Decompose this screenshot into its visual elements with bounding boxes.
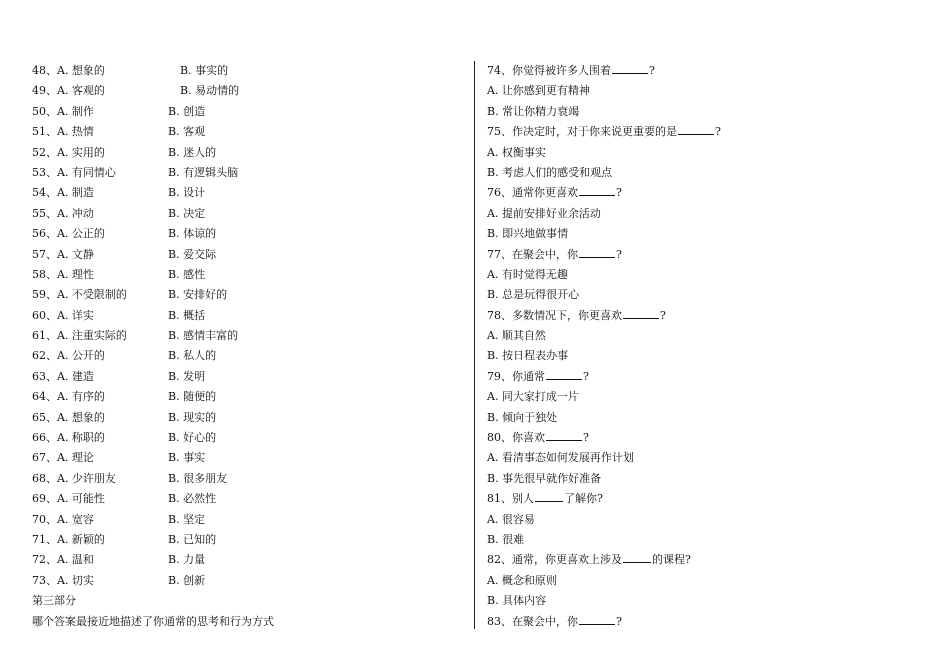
option-b: B. 即兴地做事情 — [487, 227, 569, 241]
option-a: 69、A. 可能性 — [32, 492, 105, 506]
option-b: B. 好心的 — [168, 431, 217, 445]
column-divider — [474, 61, 475, 629]
item-59 — [32, 285, 462, 305]
question-suffix: ? — [616, 247, 622, 261]
question-75 — [487, 122, 927, 142]
question-suffix: 的课程? — [652, 553, 691, 567]
option-b: B. 考虑人们的感受和观点 — [487, 165, 613, 179]
option-b: B. 体谅的 — [168, 227, 217, 241]
item-51 — [32, 122, 462, 142]
option-a: 67、A. 理论 — [32, 451, 94, 465]
item-62 — [32, 346, 462, 366]
question-text: 83、在聚会中，你 — [487, 614, 578, 628]
item-60 — [32, 306, 462, 326]
question-suffix: ? — [715, 125, 721, 139]
option-a: 58、A. 理性 — [32, 267, 94, 281]
option-a: 65、A. 想象的 — [32, 410, 105, 424]
answer-blank — [546, 429, 582, 441]
item-52 — [32, 143, 462, 163]
item-64 — [32, 387, 462, 407]
question-text: 80、你喜欢 — [487, 431, 545, 445]
question-suffix: ? — [660, 308, 666, 322]
item-67 — [32, 448, 462, 468]
option-b: B. 私人的 — [168, 349, 217, 363]
option-b: B. 创新 — [168, 573, 206, 587]
question-text: 75、作决定时，对于你来说更重要的是 — [487, 125, 677, 139]
item-71 — [32, 530, 462, 550]
answer-blank — [579, 246, 615, 258]
option-b: B. 总是玩得很开心 — [487, 288, 580, 302]
item-49 — [32, 81, 462, 101]
option-a: A. 顺其自然 — [487, 329, 546, 343]
option-a: A. 看清事态如何发展再作计划 — [487, 451, 634, 465]
option-a: 49、A. 客观的 — [32, 84, 105, 98]
item-72 — [32, 550, 462, 570]
option-a: 63、A. 建造 — [32, 369, 94, 383]
item-57 — [32, 245, 462, 265]
question-text: 82、通常，你更喜欢上涉及 — [487, 553, 622, 567]
right-column — [487, 61, 927, 632]
option-b: B. 易动情的 — [180, 84, 240, 98]
option-b: B. 已知的 — [168, 532, 217, 546]
option-a: 60、A. 详实 — [32, 308, 94, 322]
option-b: B. 发明 — [168, 369, 206, 383]
question-text: 78、多数情况下，你更喜欢 — [487, 308, 622, 322]
option-a: A. 提前安排好业余活动 — [487, 206, 601, 220]
item-65 — [32, 408, 462, 428]
item-68 — [32, 469, 462, 489]
option-b: B. 事先很早就作好准备 — [487, 471, 602, 485]
option-a: A. 有时觉得无趣 — [487, 267, 568, 281]
answer-blank — [579, 184, 615, 196]
answer-blank — [678, 123, 714, 135]
question-83 — [487, 612, 927, 632]
option-b: B. 事实 — [168, 451, 206, 465]
option-a: 59、A. 不受限制的 — [32, 288, 127, 302]
question-76 — [487, 183, 927, 203]
option-b: B. 安排好的 — [168, 288, 228, 302]
item-55 — [32, 204, 462, 224]
option-a: A. 同大家打成一片 — [487, 390, 579, 404]
item-54 — [32, 183, 462, 203]
question-suffix: ? — [616, 186, 622, 200]
section-title: 第三部分 — [32, 594, 76, 608]
option-b: B. 现实的 — [168, 410, 217, 424]
option-a: 68、A. 少许朋友 — [32, 471, 116, 485]
question-suffix: ? — [616, 614, 622, 628]
option-b: B. 必然性 — [168, 492, 217, 506]
option-a: A. 很容易 — [487, 512, 535, 526]
item-69 — [32, 489, 462, 509]
option-b: B. 随便的 — [168, 390, 217, 404]
option-a: 71、A. 新颖的 — [32, 532, 105, 546]
item-66 — [32, 428, 462, 448]
question-79 — [487, 367, 927, 387]
question-text: 81、别人 — [487, 492, 534, 506]
option-b: B. 设计 — [168, 186, 206, 200]
option-a: 52、A. 实用的 — [32, 145, 105, 159]
option-b: B. 迷人的 — [168, 145, 217, 159]
left-column — [32, 61, 462, 632]
option-a: A. 权衡事实 — [487, 145, 546, 159]
option-b: B. 很多朋友 — [168, 471, 228, 485]
item-58 — [32, 265, 462, 285]
option-b: B. 倾向于独处 — [487, 410, 558, 424]
answer-blank — [623, 307, 659, 319]
option-a: 51、A. 热情 — [32, 125, 94, 139]
option-a: 54、A. 制造 — [32, 186, 94, 200]
option-b: B. 坚定 — [168, 512, 206, 526]
answer-blank — [612, 62, 648, 74]
answer-blank — [623, 551, 651, 563]
question-suffix: ? — [649, 64, 655, 77]
question-suffix: ? — [583, 369, 589, 383]
item-73 — [32, 571, 462, 591]
option-b: B. 概括 — [168, 308, 206, 322]
question-suffix: ? — [583, 431, 589, 445]
item-56 — [32, 224, 462, 244]
option-b: B. 决定 — [168, 206, 206, 220]
option-b: B. 有逻辑头脑 — [168, 165, 239, 179]
option-b: B. 爱交际 — [168, 247, 217, 261]
option-b: B. 感性 — [168, 267, 206, 281]
question-text: 79、你通常 — [487, 369, 545, 383]
option-a: 73、A. 切实 — [32, 573, 94, 587]
question-78 — [487, 306, 927, 326]
question-text: 77、在聚会中，你 — [487, 247, 578, 261]
option-a: A. 概念和原则 — [487, 573, 557, 587]
option-b: B. 很难 — [487, 532, 525, 546]
option-a: 50、A. 制作 — [32, 104, 94, 118]
option-a: 56、A. 公正的 — [32, 227, 105, 241]
question-82 — [487, 550, 927, 570]
question-suffix: 了解你? — [564, 492, 603, 506]
option-b: B. 力量 — [168, 553, 206, 567]
option-a: 72、A. 温和 — [32, 553, 94, 567]
option-b: B. 具体内容 — [487, 594, 547, 608]
option-a: 57、A. 文静 — [32, 247, 94, 261]
question-77 — [487, 245, 927, 265]
question-80 — [487, 428, 927, 448]
item-70 — [32, 510, 462, 530]
option-b: B. 客观 — [168, 125, 206, 139]
question-text: 74、你觉得被许多人围着 — [487, 64, 611, 77]
question-81 — [487, 489, 927, 509]
option-a: 48、A. 想象的 — [32, 64, 105, 77]
answer-blank — [546, 368, 582, 380]
option-a: 61、A. 注重实际的 — [32, 329, 127, 343]
option-a: 64、A. 有序的 — [32, 390, 105, 404]
option-a: 55、A. 冲动 — [32, 206, 94, 220]
section-description: 哪个答案最接近地描述了你通常的思考和行为方式 — [32, 614, 274, 628]
item-61 — [32, 326, 462, 346]
option-b: B. 事实的 — [180, 64, 229, 77]
option-a: 66、A. 称职的 — [32, 431, 105, 445]
item-48 — [32, 61, 462, 81]
item-53 — [32, 163, 462, 183]
option-b: B. 按日程表办事 — [487, 349, 569, 363]
answer-blank — [579, 613, 615, 625]
option-a: 70、A. 宽容 — [32, 512, 94, 526]
option-b: B. 创造 — [168, 104, 206, 118]
item-50 — [32, 102, 462, 122]
item-63 — [32, 367, 462, 387]
option-a: A. 让你感到更有精神 — [487, 84, 590, 98]
answer-blank — [535, 490, 563, 502]
option-a: 62、A. 公开的 — [32, 349, 105, 363]
question-text: 76、通常你更喜欢 — [487, 186, 578, 200]
question-74 — [487, 61, 927, 81]
option-b: B. 感情丰富的 — [168, 329, 239, 343]
option-a: 53、A. 有同情心 — [32, 165, 116, 179]
option-b: B. 常让你精力衰竭 — [487, 104, 580, 118]
